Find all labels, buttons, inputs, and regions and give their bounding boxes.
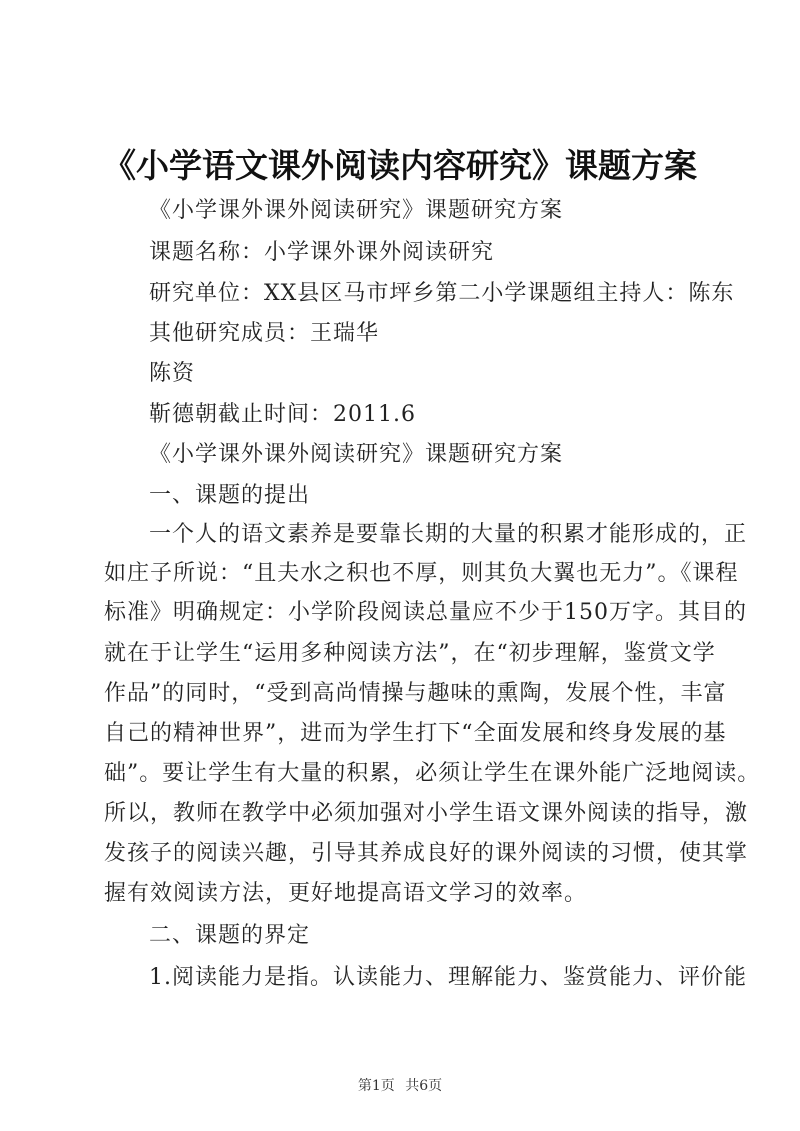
members-line: 其他研究成员：王瑞华: [149, 321, 380, 346]
deadline-line: 靳德朝截止时间：2011.6: [149, 402, 416, 427]
page-number: 第1页: [357, 1078, 395, 1094]
section-heading-2: 二、课题的界定: [149, 923, 311, 948]
paragraph-line: 握有效阅读方法，更好地提高语文学习的效率。: [104, 881, 588, 906]
paragraph-line: 标准》明确规定：小学阶段阅读总量应不少于150万字。其目的: [104, 600, 747, 625]
paragraph-line: 所以，教师在教学中必须加强对小学生语文课外阅读的指导，激: [104, 801, 749, 826]
page-footer: [0, 1075, 800, 1095]
paragraph-line: 作品”的同时，“受到高尚情操与趣味的熏陶，发展个性，丰富: [104, 681, 727, 706]
topic-name-line: 课题名称：小学课外课外阅读研究: [149, 240, 495, 265]
subtitle-repeat-line: 《小学课外课外阅读研究》课题研究方案: [149, 442, 564, 467]
paragraph-line: 自己的精神世界”，进而为学生打下“全面发展和终身发展的基: [104, 721, 727, 746]
section-heading-1: 一、课题的提出: [149, 483, 311, 508]
document-title: 《小学语文课外阅读内容研究》课题方案: [103, 146, 697, 185]
paragraph-line: 如庄子所说：“且夫水之积也不厚，则其负大翼也无力”。《课程: [104, 561, 739, 586]
subtitle-line: 《小学课外课外阅读研究》课题研究方案: [149, 198, 564, 223]
paragraph-line: 发孩子的阅读兴趣，引导其养成良好的课外阅读的习惯，使其掌: [104, 841, 749, 866]
total-pages: 共6页: [405, 1078, 443, 1094]
paragraph-line: 础”。要让学生有大量的积累，必须让学生在课外能广泛地阅读。: [104, 761, 761, 786]
paragraph-line: 就在于让学生“运用多种阅读方法”，在“初步理解，鉴赏文学: [104, 641, 716, 666]
research-unit-line: 研究单位：XX县区马市坪乡第二小学课题组主持人：陈东: [149, 281, 735, 306]
paragraph-line: 一个人的语文素养是要靠长期的大量的积累才能形成的，正: [149, 522, 748, 547]
section-2-line: 1.阅读能力是指。认读能力、理解能力、鉴赏能力、评价能: [149, 965, 747, 990]
member-name-line: 陈资: [149, 361, 196, 386]
